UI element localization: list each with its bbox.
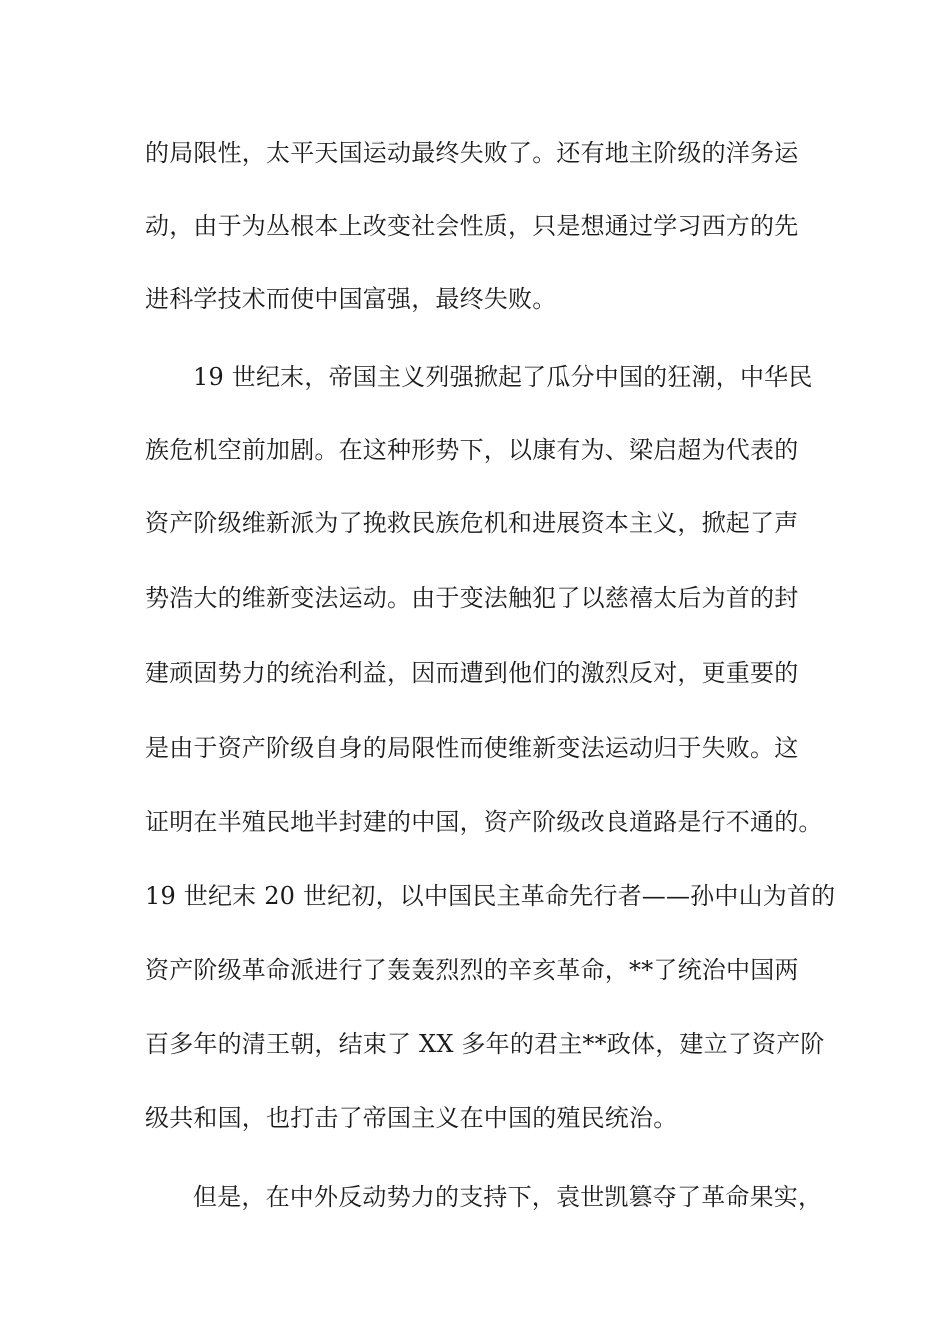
text-line: 级共和国，也打击了帝国主义在中国的殖民统治。 [145, 1104, 678, 1132]
text-line: 资产阶级革命派进行了轰轰烈烈的辛亥革命，**了统治中国两 [145, 956, 799, 984]
text-line: 族危机空前加剧。在这种形势下，以康有为、梁启超为代表的 [145, 436, 799, 464]
paragraph-first-line: 但是，在中外反动势力的支持下，袁世凯篡夺了革命果实， [193, 1183, 823, 1211]
text-line: 百多年的清王朝，结束了 XX 多年的君主**政体，建立了资产阶 [145, 1030, 825, 1058]
paragraph-first-line: 19 世纪末，帝国主义列强掀起了瓜分中国的狂潮，中华民 [193, 363, 813, 391]
text-line: 证明在半殖民地半封建的中国，资产阶级改良道路是行不通的。 [145, 808, 823, 836]
text-line: 建顽固势力的统治利益，因而遭到他们的激烈反对，更重要的 [145, 659, 799, 687]
text-line: 19 世纪末 20 世纪初，以中国民主革命先行者——孙中山为首的 [145, 882, 836, 910]
text-line: 动，由于为丛根本上改变社会性质，只是想通过学习西方的先 [145, 212, 799, 240]
text-line: 是由于资产阶级自身的局限性而使维新变法运动归于失败。这 [145, 734, 799, 762]
text-line: 资产阶级维新派为了挽救民族危机和进展资本主义，掀起了声 [145, 509, 799, 537]
text-line: 进科学技术而使中国富强，最终失败。 [145, 285, 557, 313]
text-line: 势浩大的维新变法运动。由于变法触犯了以慈禧太后为首的封 [145, 584, 799, 612]
text-line: 的局限性，太平天国运动最终失败了。还有地主阶级的洋务运 [145, 139, 799, 167]
